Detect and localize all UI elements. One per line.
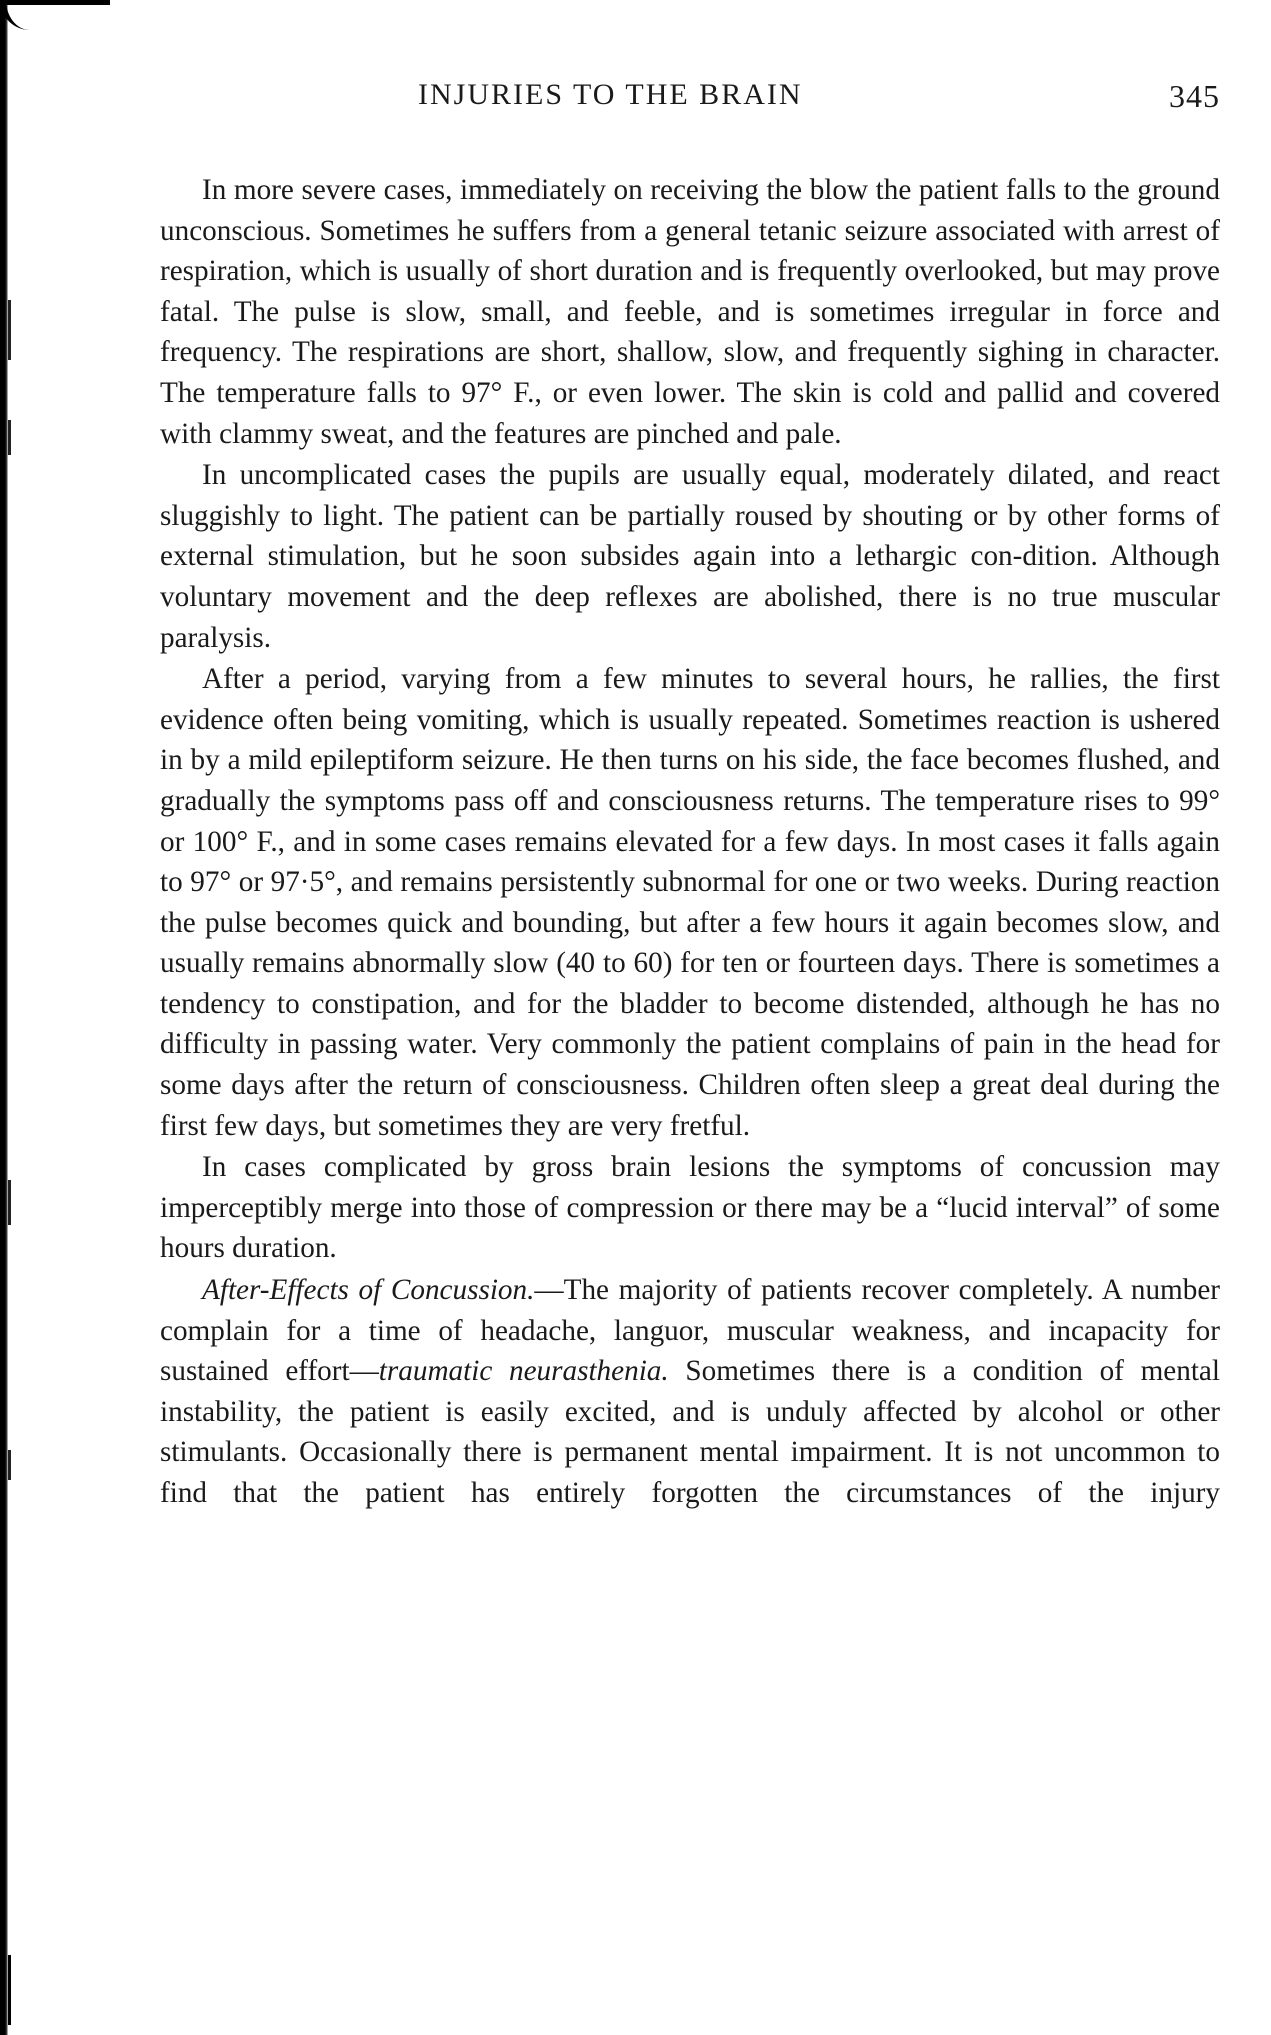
page-body — [160, 170, 1220, 1515]
paragraph-uncomplicated-cases: In uncomplicated cases the pupils are usually equal, moderately dilated, and react sluggishly to light. The patient can be partially roused by shouting or by other forms of external stimulation, but he soon subsides again into a lethargic con-dition. Although voluntary movement and the deep reflexes are abolished, there is no true muscular paralysis. — [160, 459, 1220, 654]
paragraph-recovery: After a period, varying from a few minutes to several hours, he rallies, the first evidence often being vomiting, which is usually repeated. Sometimes reaction is ushered in by a mild epileptiform seizure. He then turns on his side, the face becomes flushed, and gradually the symptoms pass off and consciousness returns. The temperature rises to 99° or 100° F., and in some cases remains elevated for a few days. In most cases it falls again to 97° or 97·5°, and remains persistently subnormal for one or two weeks. During reaction the pulse becomes quick and bounding, but after a few hours it again becomes slow, and usually remains abnormally slow (40 to 60) for ten or fourteen days. There is sometimes a tendency to constipation, and for the bladder to become distended, although he has no difficulty in passing water. Very commonly the patient complains of pain in the head for some days after the return of consciousness. Children often sleep a great deal during the first few days, but sometimes they are very fretful. — [160, 663, 1220, 1142]
paragraph-text: —The majority of patients recover completely. A number complain for a time of headache, languor, muscular weakness, and incapacity for sustained effort— — [160, 1274, 1221, 1388]
binding-speck — [8, 1450, 11, 1480]
binding-speck — [8, 300, 11, 360]
italic-term: traumatic neurasthenia. — [378, 1355, 669, 1388]
paragraph-after-effects — [160, 1270, 1220, 1514]
paragraph-text: Sometimes there is a condition of mental instability, the patient is easily excited, and is unduly affected by alcohol or other stimulants. Occasionally there is permanent mental impairment. It is not uncommon to find that the patient has entirely forgotten the circumstances of the injury — [160, 1355, 1220, 1509]
paragraph-complicated-cases: In cases complicated by gross brain lesions the symptoms of concussion may imperceptibly merge into those of compression or there may be a “lucid interval” of some hours duration. — [160, 1151, 1220, 1265]
page-number: 345 — [1169, 78, 1220, 114]
binding-corner-mark — [0, 0, 110, 30]
binding-speck — [8, 1180, 11, 1225]
binding-speck — [8, 420, 11, 455]
section-heading: After-Effects of Concussion. — [202, 1274, 535, 1307]
binding-edge — [0, 0, 8, 2035]
page-header — [160, 78, 1220, 120]
paragraph-severe-cases: In more severe cases, immediately on receiving the blow the patient falls to the ground unconscious. Sometimes he suffers from a general tetanic seizure associated with arrest of respiration, which is usually of short duration and is frequently overlooked, but may prove fatal. The pulse is slow, small, and feeble, and is sometimes irregular in force and frequency. The respirations are short, shallow, slow, and frequently sighing in character. The temperature falls to 97° F., or even lower. The skin is cold and pallid and covered with clammy sweat, and the features are pinched and pale. — [160, 174, 1220, 450]
running-title: INJURIES TO THE BRAIN — [418, 78, 803, 111]
binding-foot-mark — [8, 1955, 17, 2025]
